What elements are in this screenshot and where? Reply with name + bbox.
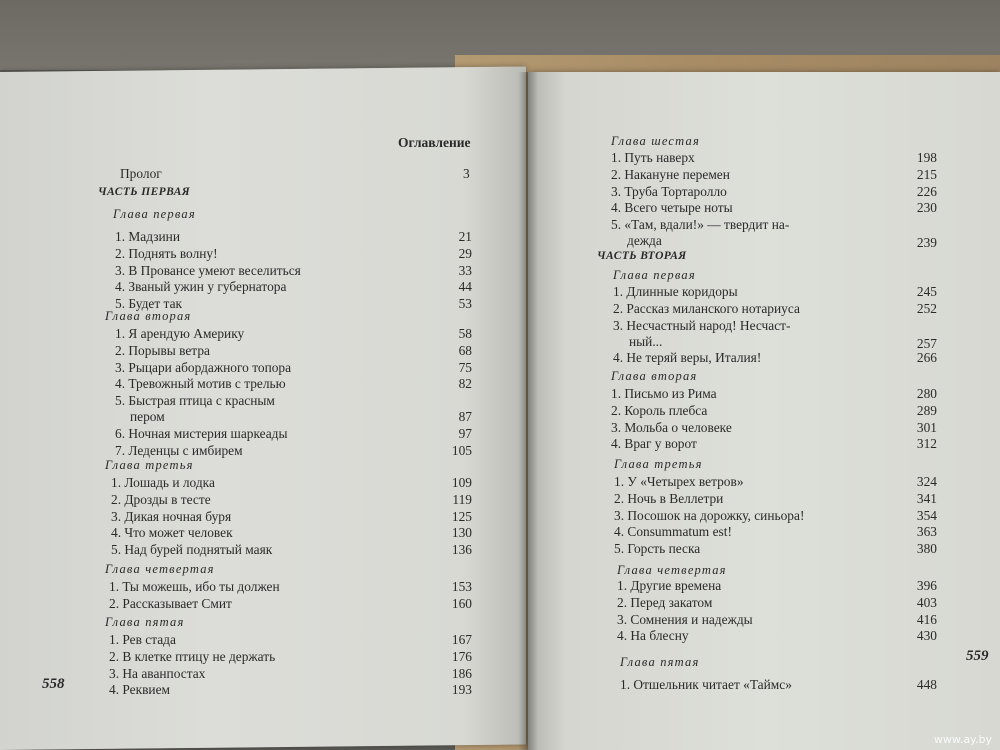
- toc-page-number: 176: [451, 648, 472, 664]
- toc-page-number: 44: [458, 279, 472, 295]
- toc-entry: 4. Тревожный мотив с трелью: [115, 376, 286, 392]
- toc-entry: 5. Над бурей поднятый маяк: [111, 542, 273, 558]
- toc-entry: 2. В клетке птицу не держать: [109, 648, 276, 664]
- toc-entry: 2. Рассказ миланского нотариуса: [613, 300, 800, 316]
- toc-entry: 2. Ночь в Веллетри: [614, 490, 724, 506]
- toc-entry: 7. Леденцы с имбирем: [115, 442, 243, 458]
- toc-page-number: 266: [916, 350, 937, 366]
- toc-entry: 3. На аванпостах: [109, 665, 206, 681]
- toc-page-number: 416: [916, 611, 937, 627]
- part-heading: ЧАСТЬ ВТОРАЯ: [597, 250, 687, 262]
- toc-entry: 1. Мадзини: [115, 229, 181, 244]
- toc-page-number: 75: [458, 359, 472, 375]
- toc-page-number: 226: [916, 183, 937, 199]
- toc-entry: 3. Дикая ночная буря: [111, 508, 232, 524]
- toc-entry: 5. Быстрая птица с красным: [115, 393, 275, 409]
- toc-page-number: 312: [916, 436, 937, 452]
- toc-page-number: 109: [451, 475, 472, 490]
- toc-title: Оглавление: [398, 135, 471, 150]
- toc-page-number: 167: [451, 632, 472, 647]
- toc-page-number: 324: [916, 474, 937, 489]
- toc-page-number: 68: [458, 342, 472, 358]
- toc-page-number: 58: [458, 326, 472, 341]
- toc-page-number: 160: [451, 595, 472, 611]
- toc-page-number: 257: [916, 335, 937, 351]
- toc-entry: 3. Несчастный народ! Несчаст-: [613, 317, 791, 333]
- toc-entry: 6. Ночная мистерия шаркеады: [115, 426, 288, 441]
- toc-page-number: 363: [916, 524, 937, 540]
- chapter-heading: Глава третья: [614, 457, 703, 471]
- toc-entry-continuation: пером: [130, 409, 165, 425]
- toc-entry: 4. Всего четыре ноты: [611, 200, 733, 216]
- toc-page-number: 130: [451, 525, 472, 541]
- toc-entry: 4. Враг у ворот: [611, 436, 697, 452]
- toc-page-number: 153: [451, 579, 472, 594]
- toc-entry: 3. Мольба о человеке: [611, 419, 732, 435]
- toc-entry: 2. Рассказывает Смит: [109, 595, 232, 611]
- toc-entry: 1. Я арендую Америку: [115, 326, 245, 341]
- toc-entry: 4. На блесну: [617, 628, 689, 644]
- toc-entry: 1. У «Четырех ветров»: [614, 474, 744, 489]
- toc-page-number: 193: [451, 682, 472, 698]
- toc-entry: 4. Реквием: [109, 682, 171, 698]
- toc-page-number: 82: [458, 376, 472, 392]
- toc-entry: 3. Рыцари абордажного топора: [115, 359, 292, 375]
- toc-page-number: 186: [451, 665, 472, 681]
- toc-entry: 5. «Там, вдали!» — твердит на-: [611, 217, 790, 233]
- toc-entry: 1. Другие времена: [617, 578, 722, 593]
- toc-page-number: 448: [916, 677, 937, 692]
- toc-page-number: 105: [451, 442, 472, 458]
- toc-page-number: 239: [916, 235, 937, 251]
- toc-entry: 1. Путь наверх: [611, 150, 695, 165]
- toc-page-number: 396: [916, 578, 937, 593]
- chapter-heading: Глава четвертая: [105, 562, 215, 576]
- chapter-heading: Глава первая: [613, 268, 696, 282]
- toc-page-number: 125: [451, 508, 472, 524]
- toc-entry: 2. Дрозды в тесте: [111, 491, 211, 507]
- toc-entry: Пролог: [120, 166, 162, 181]
- chapter-heading: Глава пятая: [105, 615, 185, 629]
- page-number: 558: [42, 676, 65, 692]
- toc-entry: 3. Труба Тортаролло: [611, 183, 727, 199]
- toc-entry: 2. Король плебса: [611, 402, 708, 418]
- toc-entry-continuation: ный...: [629, 333, 663, 349]
- chapter-heading: Глава пятая: [620, 655, 700, 669]
- toc-page-number: 289: [916, 402, 937, 418]
- toc-page-number: 430: [916, 628, 937, 644]
- toc-entry: 4. Что может человек: [111, 525, 233, 541]
- part-heading: ЧАСТЬ ПЕРВАЯ: [98, 186, 191, 198]
- chapter-heading: Глава вторая: [611, 369, 698, 383]
- chapter-heading: Глава третья: [105, 458, 194, 472]
- toc-entry: 3. Посошок на дорожку, синьора!: [614, 507, 805, 523]
- chapter-heading: Глава четвертая: [617, 563, 727, 577]
- toc-page-number: 341: [916, 490, 937, 506]
- toc-entry: 1. Письмо из Рима: [611, 386, 717, 401]
- toc-page-number: 29: [458, 245, 472, 261]
- toc-entry-continuation: дежда: [627, 233, 662, 249]
- toc-page-number: 97: [458, 426, 472, 441]
- toc-page-number: 3: [463, 166, 470, 181]
- toc-entry: 1. Лошадь и лодка: [111, 475, 215, 490]
- toc-page-number: 230: [916, 200, 937, 216]
- toc-page-number: 33: [458, 262, 472, 278]
- book-gutter: [518, 72, 538, 750]
- toc-page-number: 87: [458, 409, 472, 425]
- toc-entry: 1. Длинные коридоры: [613, 284, 738, 299]
- toc-page-number: 252: [916, 300, 937, 316]
- toc-entry: 2. Поднять волну!: [115, 245, 218, 261]
- chapter-heading: Глава первая: [113, 207, 196, 221]
- toc-page-number: 119: [452, 491, 472, 507]
- toc-page-number: 136: [451, 542, 472, 558]
- toc-page-number: 53: [458, 296, 472, 312]
- chapter-heading: Глава вторая: [105, 309, 192, 323]
- toc-page-number: 198: [916, 150, 937, 165]
- toc-entry: 2. Перед закатом: [617, 594, 713, 610]
- toc-page-number: 403: [916, 594, 937, 610]
- toc-entry: 1. Ты можешь, ибо ты должен: [109, 579, 280, 594]
- toc-entry: 4. Consummatum est!: [614, 524, 732, 540]
- toc-entry: 3. В Провансе умеют веселиться: [115, 262, 301, 278]
- toc-entry: 2. Порывы ветра: [115, 342, 210, 358]
- toc-entry: 4. Званый ужин у губернатора: [115, 279, 287, 295]
- toc-page-number: 301: [916, 419, 937, 435]
- toc-page-number: 354: [916, 507, 937, 523]
- toc-entry: 4. Не теряй веры, Италия!: [613, 350, 762, 366]
- toc-entry: 1. Рев стада: [109, 632, 176, 647]
- toc-page-number: 380: [916, 541, 937, 557]
- chapter-heading: Глава шестая: [611, 134, 701, 148]
- toc-page-number: 280: [916, 386, 937, 401]
- left-page: [0, 66, 526, 750]
- toc-page-number: 21: [458, 229, 472, 244]
- toc-page-number: 245: [916, 284, 937, 299]
- watermark: www.ay.by: [933, 733, 992, 746]
- toc-entry: 5. Горсть песка: [614, 541, 701, 557]
- toc-entry: 3. Сомнения и надежды: [617, 611, 753, 627]
- toc-entry: 1. Отшельник читает «Таймс»: [620, 677, 792, 692]
- toc-page-number: 215: [916, 166, 937, 182]
- toc-entry: 2. Накануне перемен: [611, 166, 730, 182]
- page-number: 559: [966, 648, 989, 664]
- toc-entry: 5. Будет так: [115, 296, 183, 312]
